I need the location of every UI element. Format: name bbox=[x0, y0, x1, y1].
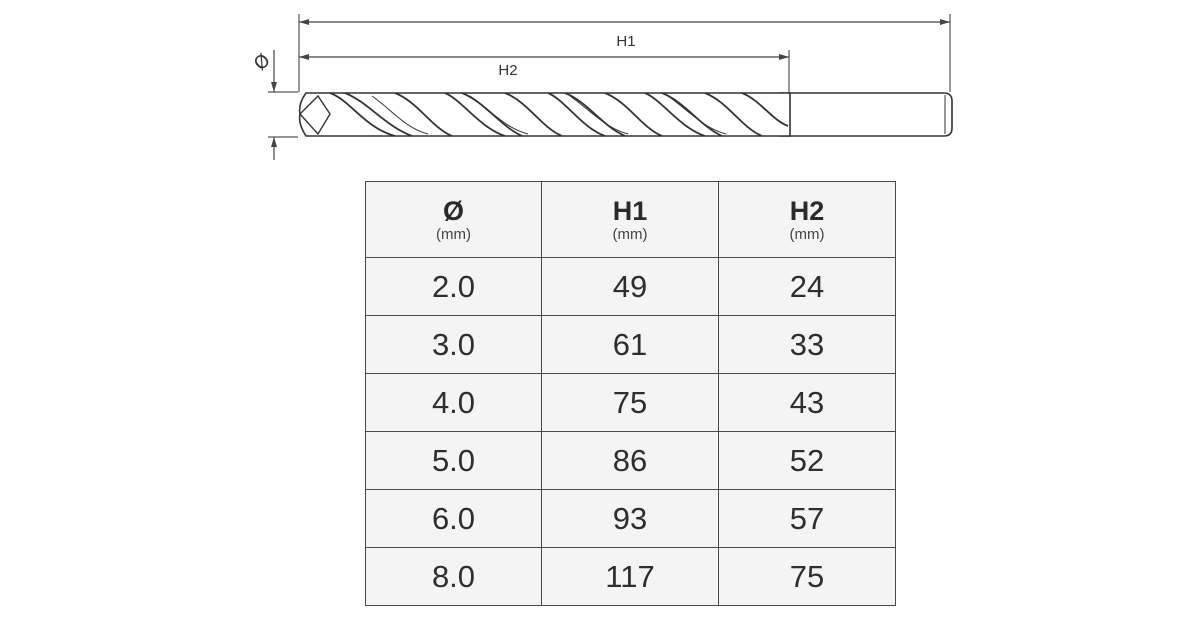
table-row bbox=[366, 258, 896, 316]
table-row bbox=[366, 432, 896, 490]
cell-h1: 49 bbox=[542, 258, 719, 316]
drill-bit bbox=[300, 93, 952, 136]
table-row bbox=[366, 374, 896, 432]
cell-h1: 117 bbox=[542, 548, 719, 606]
h2-label: H2 bbox=[498, 62, 518, 79]
header-h1: H1 (mm) bbox=[542, 182, 719, 258]
table-row bbox=[366, 548, 896, 606]
cell-diameter: 8.0 bbox=[366, 548, 542, 606]
drill-shank bbox=[780, 93, 952, 136]
drill-size-table bbox=[365, 181, 896, 606]
cell-h2: 75 bbox=[719, 548, 896, 606]
table-header-row bbox=[366, 182, 896, 258]
header-h2: H2 (mm) bbox=[719, 182, 896, 258]
cell-h2: 24 bbox=[719, 258, 896, 316]
h1-dimension-line bbox=[299, 19, 950, 25]
cell-h1: 86 bbox=[542, 432, 719, 490]
h2-dimension-line bbox=[299, 54, 789, 60]
cell-diameter: 5.0 bbox=[366, 432, 542, 490]
cell-diameter: 2.0 bbox=[366, 258, 542, 316]
cell-diameter: 6.0 bbox=[366, 490, 542, 548]
cell-h1: 61 bbox=[542, 316, 719, 374]
drill-bit-diagram bbox=[0, 0, 1200, 180]
table-row bbox=[366, 490, 896, 548]
h1-label: H1 bbox=[616, 33, 636, 50]
table-row bbox=[366, 316, 896, 374]
cell-h1: 93 bbox=[542, 490, 719, 548]
cell-diameter: 3.0 bbox=[366, 316, 542, 374]
cell-h2: 57 bbox=[719, 490, 896, 548]
header-diameter: Ø (mm) bbox=[366, 182, 542, 258]
cell-h2: 43 bbox=[719, 374, 896, 432]
cell-h1: 75 bbox=[542, 374, 719, 432]
cell-diameter: 4.0 bbox=[366, 374, 542, 432]
diameter-label: Ø bbox=[249, 49, 275, 75]
cell-h2: 33 bbox=[719, 316, 896, 374]
cell-h2: 52 bbox=[719, 432, 896, 490]
